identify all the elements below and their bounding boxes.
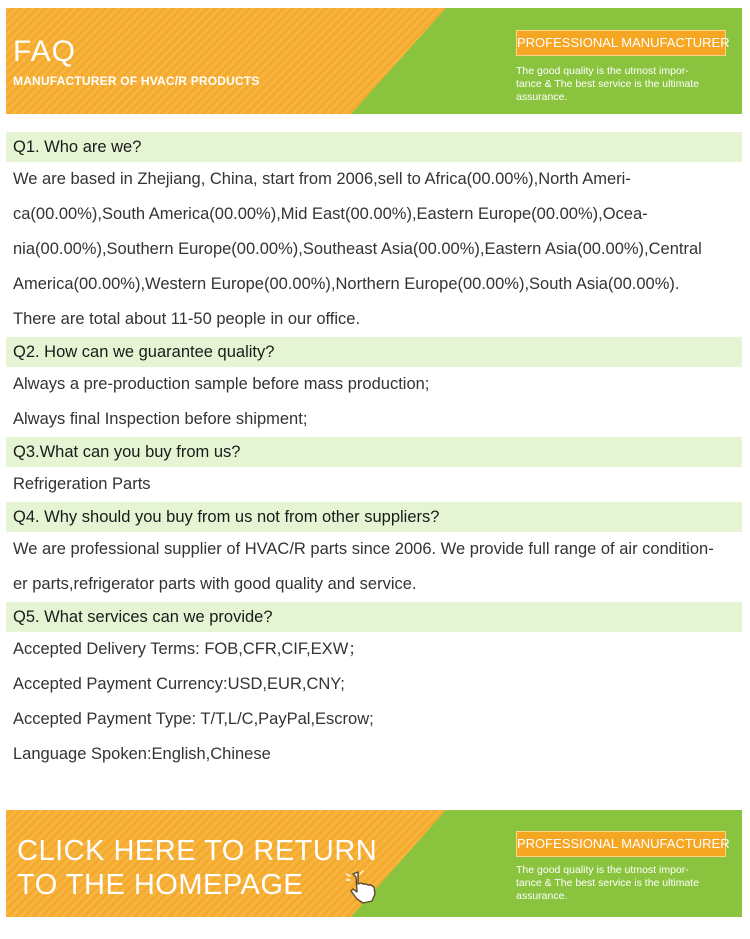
answer-line: ca(00.00%),South America(00.00%),Mid East(00.00%),Eastern Europe(00.00%),Ocea- bbox=[13, 205, 648, 223]
page-subtitle: MANUFACTURER OF HVAC/R PRODUCTS bbox=[13, 74, 260, 88]
professional-manufacturer-badge: PROFESSIONAL MANUFACTURER bbox=[516, 831, 726, 857]
answer-line: We are based in Zhejiang, China, start from 2006,sell to Africa(00.00%),North Ameri- bbox=[13, 170, 631, 188]
question-heading: Q2. How can we guarantee quality? bbox=[6, 337, 742, 367]
professional-manufacturer-badge: PROFESSIONAL MANUFACTURER bbox=[516, 30, 726, 56]
answer-line: Accepted Payment Type: T/T,L/C,PayPal,Escrow; bbox=[13, 710, 374, 728]
question-heading: Q1. Who are we? bbox=[6, 132, 742, 162]
answer-text bbox=[6, 532, 742, 602]
answer-line: Always final Inspection before shipment; bbox=[13, 410, 308, 428]
answer-text bbox=[6, 467, 742, 502]
answer-line: Accepted Delivery Terms: FOB,CFR,CIF,EXW； bbox=[13, 640, 365, 658]
answer-line: There are total about 11-50 people in our office. bbox=[13, 310, 361, 328]
faq-item bbox=[6, 437, 742, 502]
answer-line: nia(00.00%),Southern Europe(00.00%),Southeast Asia(00.00%),Eastern Asia(00.00%),Central bbox=[13, 240, 702, 258]
question-heading: Q4. Why should you buy from us not from other suppliers? bbox=[6, 502, 742, 532]
page-title: FAQ bbox=[13, 35, 77, 68]
answer-text bbox=[6, 162, 742, 337]
quality-description: The good quality is the utmost impor- tance & The best service is the ultimate assurance. bbox=[516, 65, 700, 103]
answer-line: Always a pre-production sample before mass production; bbox=[13, 375, 430, 393]
faq-item bbox=[6, 337, 742, 437]
faq-item bbox=[6, 132, 742, 337]
answer-line: Language Spoken:English,Chinese bbox=[13, 745, 271, 763]
quality-description: The good quality is the utmost impor- tance & The best service is the ultimate assurance. bbox=[516, 864, 700, 902]
question-heading: Q5. What services can we provide? bbox=[6, 602, 742, 632]
answer-text bbox=[6, 632, 742, 772]
answer-line: er parts,refrigerator parts with good quality and service. bbox=[13, 575, 417, 593]
faq-section bbox=[6, 132, 742, 772]
answer-line: America(00.00%),Western Europe(00.00%),Northern Europe(00.00%),South Asia(00.00%). bbox=[13, 275, 680, 293]
faq-item bbox=[6, 502, 742, 602]
faq-header-banner bbox=[6, 8, 742, 114]
question-heading: Q3.What can you buy from us? bbox=[6, 437, 742, 467]
return-homepage-banner[interactable] bbox=[6, 810, 742, 917]
answer-line: Refrigeration Parts bbox=[13, 475, 151, 493]
return-homepage-link[interactable]: CLICK HERE TO RETURN TO THE HOMEPAGE bbox=[17, 835, 378, 901]
faq-item bbox=[6, 602, 742, 772]
answer-text bbox=[6, 367, 742, 437]
answer-line: Accepted Payment Currency:USD,EUR,CNY; bbox=[13, 675, 345, 693]
answer-line: We are professional supplier of HVAC/R parts since 2006. We provide full range of air condition- bbox=[13, 540, 714, 558]
pointing-hand-icon[interactable] bbox=[346, 870, 384, 908]
